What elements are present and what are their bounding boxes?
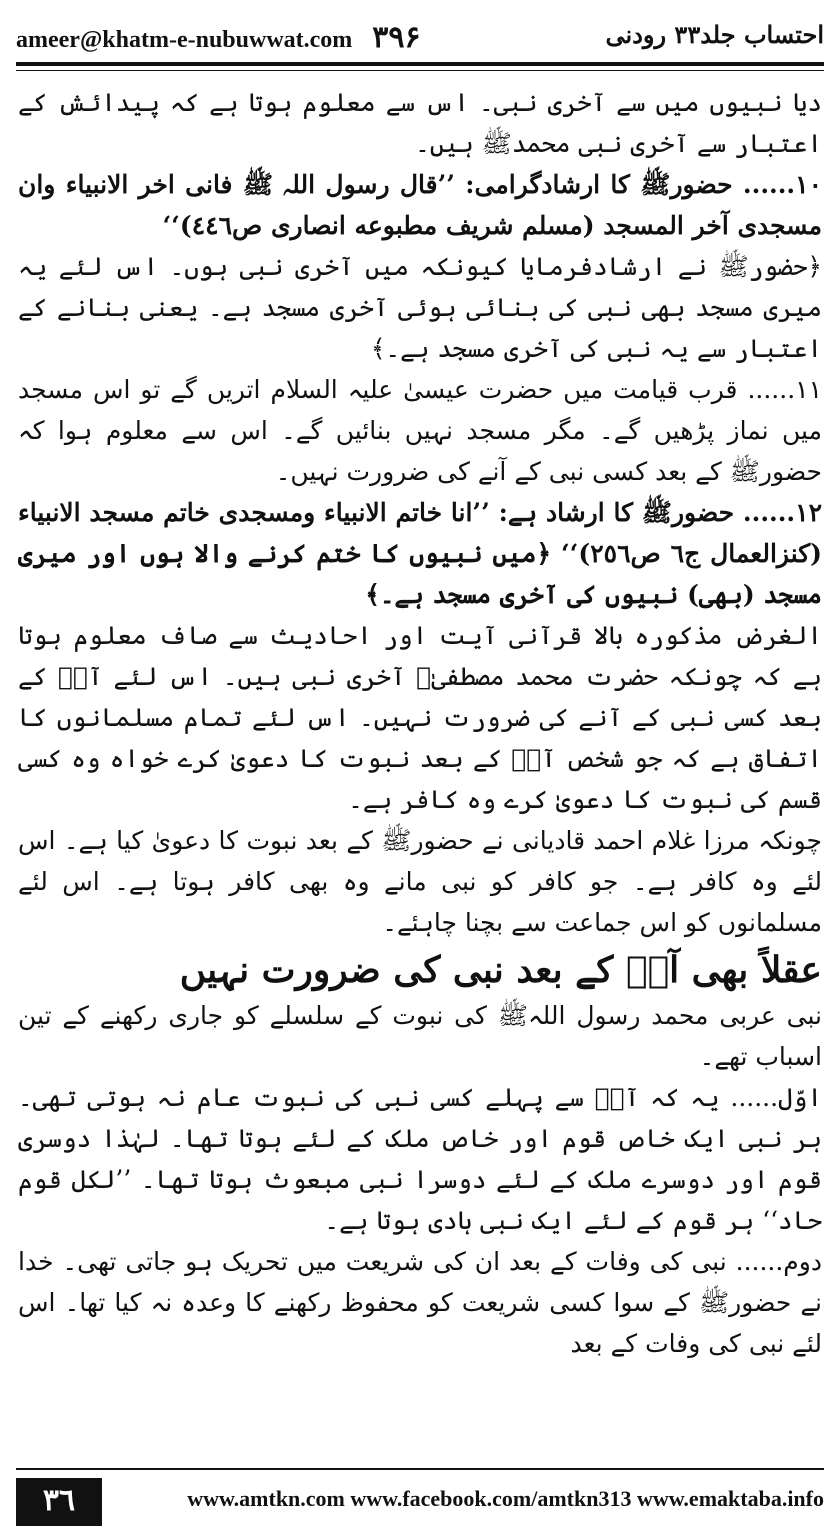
header-volume-title: احتساب جلد۳۳ رودنی [605, 20, 824, 49]
header-rule-thin [16, 70, 824, 71]
header-page-number: ۳۹۶ [372, 21, 421, 54]
hadith-10: ۱۰...... حضورﷺ کا ارشادگرامی: ’’قال رسول اللہ ﷺ فانی اخر الانبیاء وان مسجدی آخر المسجد (مسلم شریف مطبوعه انصاری ص٤٤٦)‘‘ [18, 170, 822, 240]
footer-page-box: ۳٦ [16, 1478, 102, 1526]
header-rule-thick [16, 62, 824, 66]
translation-10: ﴿حضورﷺ نے ارشادفرمایا کیونکہ میں آخری نبی ہوں۔ اس لئے یہ میری مسجد بھی نبی کی بنائی ہوئی آخری مسجد ہے۔ یعنی بنانے کے اعتبار سے یہ نبی کی آخری مسجد ہے۔﴾ [18, 252, 822, 363]
point-11: ۱۱...... قرب قیامت میں حضرت عیسیٰ علیہ السلام اتریں گے تو اس مسجد میں نماز پڑھیں گے۔ مگر مسجد نہیں بنائیں گے۔ اس سے معلوم ہوا کہ حضورﷺ کے بعد کسی نبی کے آنے کی ضرورت نہیں۔ [18, 375, 822, 486]
mirza-paragraph: چونکہ مرزا غلام احمد قادیانی نے حضورﷺ کے بعد نبوت کا دعویٰ کیا ہے۔ اس لئے وہ کافر ہے۔ جو کافر کو نبی مانے وہ بھی کافر ہوتا ہے۔ اس لئے مسلمانوں کو اس جماعت سے بچنا چاہئے۔ [18, 826, 822, 937]
page-header [16, 16, 824, 56]
conclusion-paragraph: الغرض مذکورہ بالا قرآنی آیت اور احادیث سے صاف معلوم ہوتا ہے کہ چونکہ حضرت محمد مصطفیٰﷺ آخری نبی ہیں۔ اس لئے آپؐ کے بعد کسی نبی کے آنے کی ضرورت نہیں۔ اس لئے تمام مسلمانوں کا اتفاق ہے کہ جو شخص آپؐ کے بعد نبوت کا دعویٰ کرے خواہ وہ کسی قسم کی نبوت کا دعویٰ کرے وہ کافر ہے۔ [18, 621, 822, 814]
header-email: ameer@khatm-e-nubuwwat.com [16, 27, 353, 53]
footer-urls: www.amtkn.com www.facebook.com/amtkn313 www.emaktaba.info [187, 1486, 824, 1511]
footer-rule [16, 1468, 824, 1470]
page-footer [16, 1478, 824, 1526]
header-left [16, 20, 421, 55]
section-heading: عقلاً بھی آپؐ کے بعد نبی کی ضرورت نہیں [179, 949, 822, 991]
paragraph-1: دیا نبیوں میں سے آخری نبی۔ اس سے معلوم ہوتا ہے کہ پیدائش کے اعتبار سے آخری نبی محمدﷺ ہیں۔ [18, 88, 822, 158]
reason-first: اوّل...... یہ کہ آپؐ سے پہلے کسی نبی کی نبوت عام نہ ہوتی تھی۔ ہر نبی ایک خاص قوم اور خاص ملک کے لئے ہوتا تھا۔ لہٰذا دوسری قوم اور دوسرے ملک کے لئے دوسرا نبی مبعوث ہوتا تھا۔ ’’لکل قوم حاد‘‘ ہر قوم کے لئے ایک نبی ہادی ہوتا ہے۔ [18, 1083, 822, 1235]
hadith-12: ۱۲...... حضورﷺ کا ارشاد ہے: ’’انا خاتم الانبیاء ومسجدی خاتم مسجد الانبیاء (کنزالعمال ج٦ ص٢٥٦)‘‘ ﴿میں نبیوں کا ختم کرنے والا ہوں اور میری مسجد (بھی) نبیوں کی آخری مسجد ہے۔﴾ [18, 498, 822, 609]
page-body [18, 82, 822, 1452]
reasons-intro: نبی عربی محمد رسول اللہﷺ کی نبوت کے سلسلے کو جاری رکھنے کے تین اسباب تھے۔ [18, 1001, 822, 1071]
reason-second: دوم...... نبی کی وفات کے بعد ان کی شریعت میں تحریک ہو جاتی تھی۔ خدا نے حضورﷺ کے سوا کسی شریعت کو محفوظ رکھنے کا وعدہ نہ کیا تھا۔ اس لئے نبی کی وفات کے بعد [18, 1247, 822, 1358]
